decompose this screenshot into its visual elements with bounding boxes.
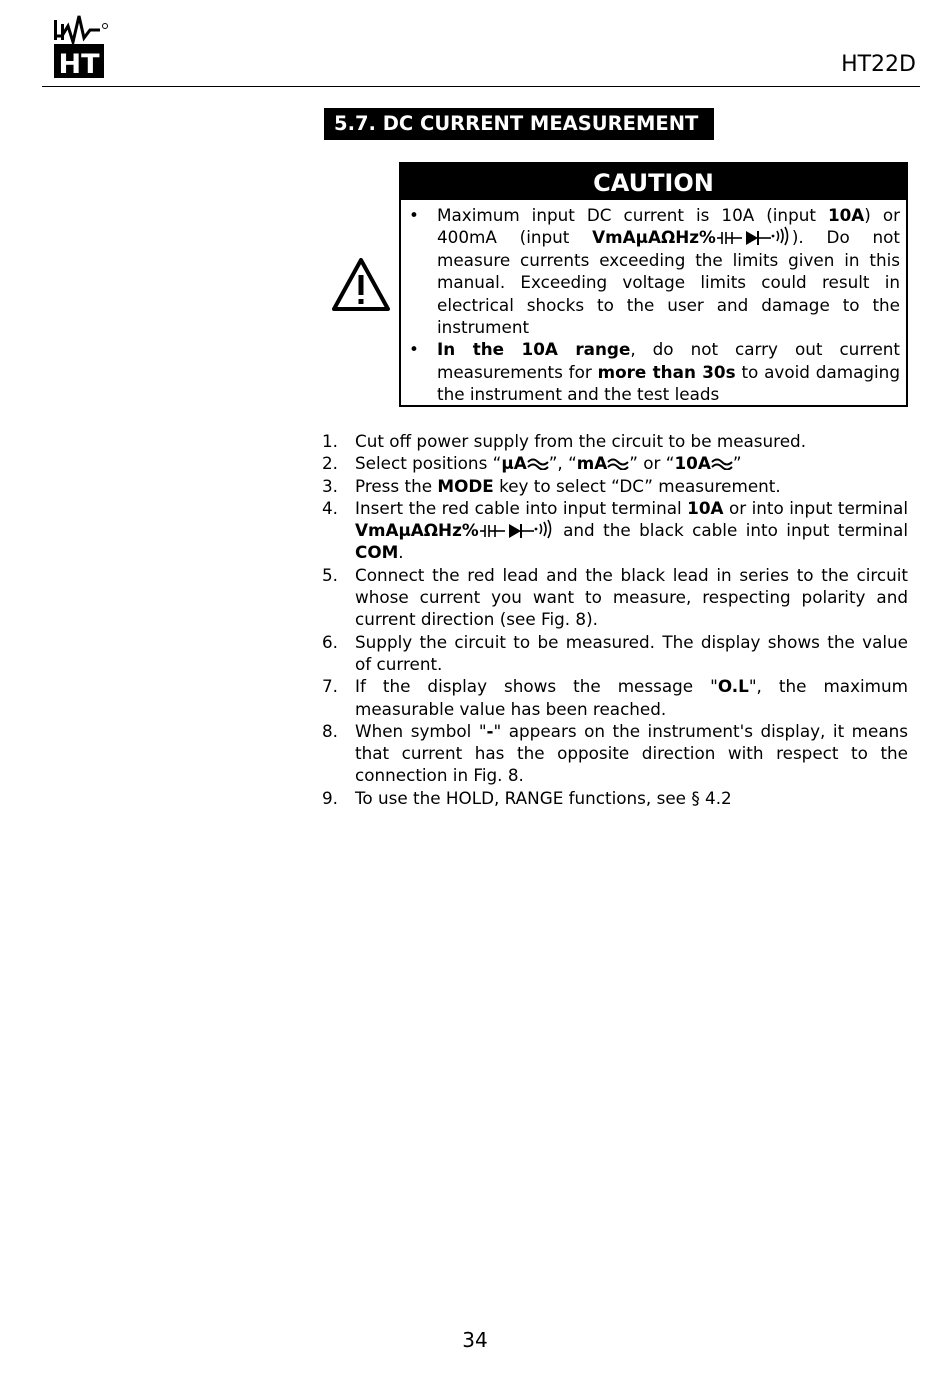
step-text: Insert the red cable into input terminal [355,497,688,518]
step-text: Connect the red lead and the black lead in series to the circuit whose current you want to measure, respecting polarity and current direction (see Fig. 8). [355,564,908,630]
position-label: µA [501,453,527,474]
capacitor-diode-buzzer-icon [479,519,555,539]
position-label: 10A [674,453,711,474]
step-number: 3. [322,475,339,496]
caution-text: to avoid damaging the instrument and the test leads [437,361,900,405]
step-text: ” [732,453,742,474]
caution-item-10a-range [409,338,900,405]
step-text: ", the maximum measurable value has been reached. [355,676,908,719]
ac-dc-symbol-icon [607,458,629,470]
step-4 [322,497,908,564]
step-7 [322,675,908,720]
caution-bold: In the 10A range [437,339,631,360]
step-number: 1. [322,431,339,451]
step-text: " appears on the instrument's display, it means that current has the opposite direction with respect to the connection in Fig. 8. [355,720,908,786]
caution-bold: more than 30s [597,361,736,382]
step-1 [322,430,908,452]
key-label: MODE [437,475,494,496]
step-text: To use the HOLD, RANGE functions, see § 4.2 [355,787,732,808]
step-9 [322,787,908,809]
step-number: 9. [322,787,339,808]
ac-dc-symbol-icon [527,458,549,470]
caution-text: ) or 400mA (input [437,205,900,248]
step-text: Cut off power supply from the circuit to be measured. [355,431,807,451]
caution-list [401,200,906,406]
step-number: 6. [322,631,339,652]
step-number: 8. [322,720,339,741]
terminal-label: VmAµAΩHz% [355,520,479,541]
step-number: 5. [322,564,339,585]
ht-logo-graphic [50,12,110,80]
caution-text: ). Do not measure currents exceeding the limits given in this manual. Exceeding voltage limits could result in electrical shocks to the user and damage to the instrument [437,227,900,338]
section-title: 5.7. DC CURRENT MEASUREMENT [324,108,714,140]
step-text: When symbol " [355,720,487,741]
step-number: 7. [322,676,339,697]
step-number: 4. [322,497,339,518]
model-name: HT22D [841,52,916,77]
step-6 [322,631,908,676]
caution-box [399,162,908,407]
step-text: or into input terminal [723,497,909,518]
step-text: Select positions “ [355,453,502,474]
terminal-label: VmAµAΩHz% [592,227,716,248]
step-number: 2. [322,453,339,474]
step-text: and the black cable into input terminal [554,520,908,541]
step-5 [322,564,908,631]
caution-heading: CAUTION [401,164,906,200]
ac-dc-symbol-icon [711,458,733,470]
page-number: 34 [462,1328,488,1352]
header-divider [42,86,920,87]
step-text: If the display shows the message " [355,676,718,697]
caution-item-max-current [409,204,900,338]
capacitor-diode-buzzer-icon [716,226,792,246]
step-text: Supply the circuit to be measured. The display shows the value of current. [355,631,908,674]
step-8 [322,720,908,787]
minus-symbol: - [486,720,494,741]
caution-text: , do not carry out current measurements for [437,339,900,382]
procedure-steps [322,430,908,809]
step-2 [322,452,908,474]
caution-text: Maximum input DC current is 10A (input [437,205,828,225]
step-text: ”, “ [548,453,577,474]
caution-bold: 10A [827,205,865,225]
ht-logo [50,12,110,80]
terminal-label: 10A [687,497,724,518]
warning-triangle-icon [330,256,392,314]
step-text: . [398,542,404,563]
step-3 [322,475,908,497]
step-text: Press the [355,475,438,496]
logo-text: HT [58,49,100,80]
step-text: ” or “ [629,453,675,474]
terminal-label: COM [355,542,399,563]
position-label: mA [576,453,608,474]
step-text: key to select “DC” measurement. [493,475,781,496]
display-message: O.L [717,676,749,697]
